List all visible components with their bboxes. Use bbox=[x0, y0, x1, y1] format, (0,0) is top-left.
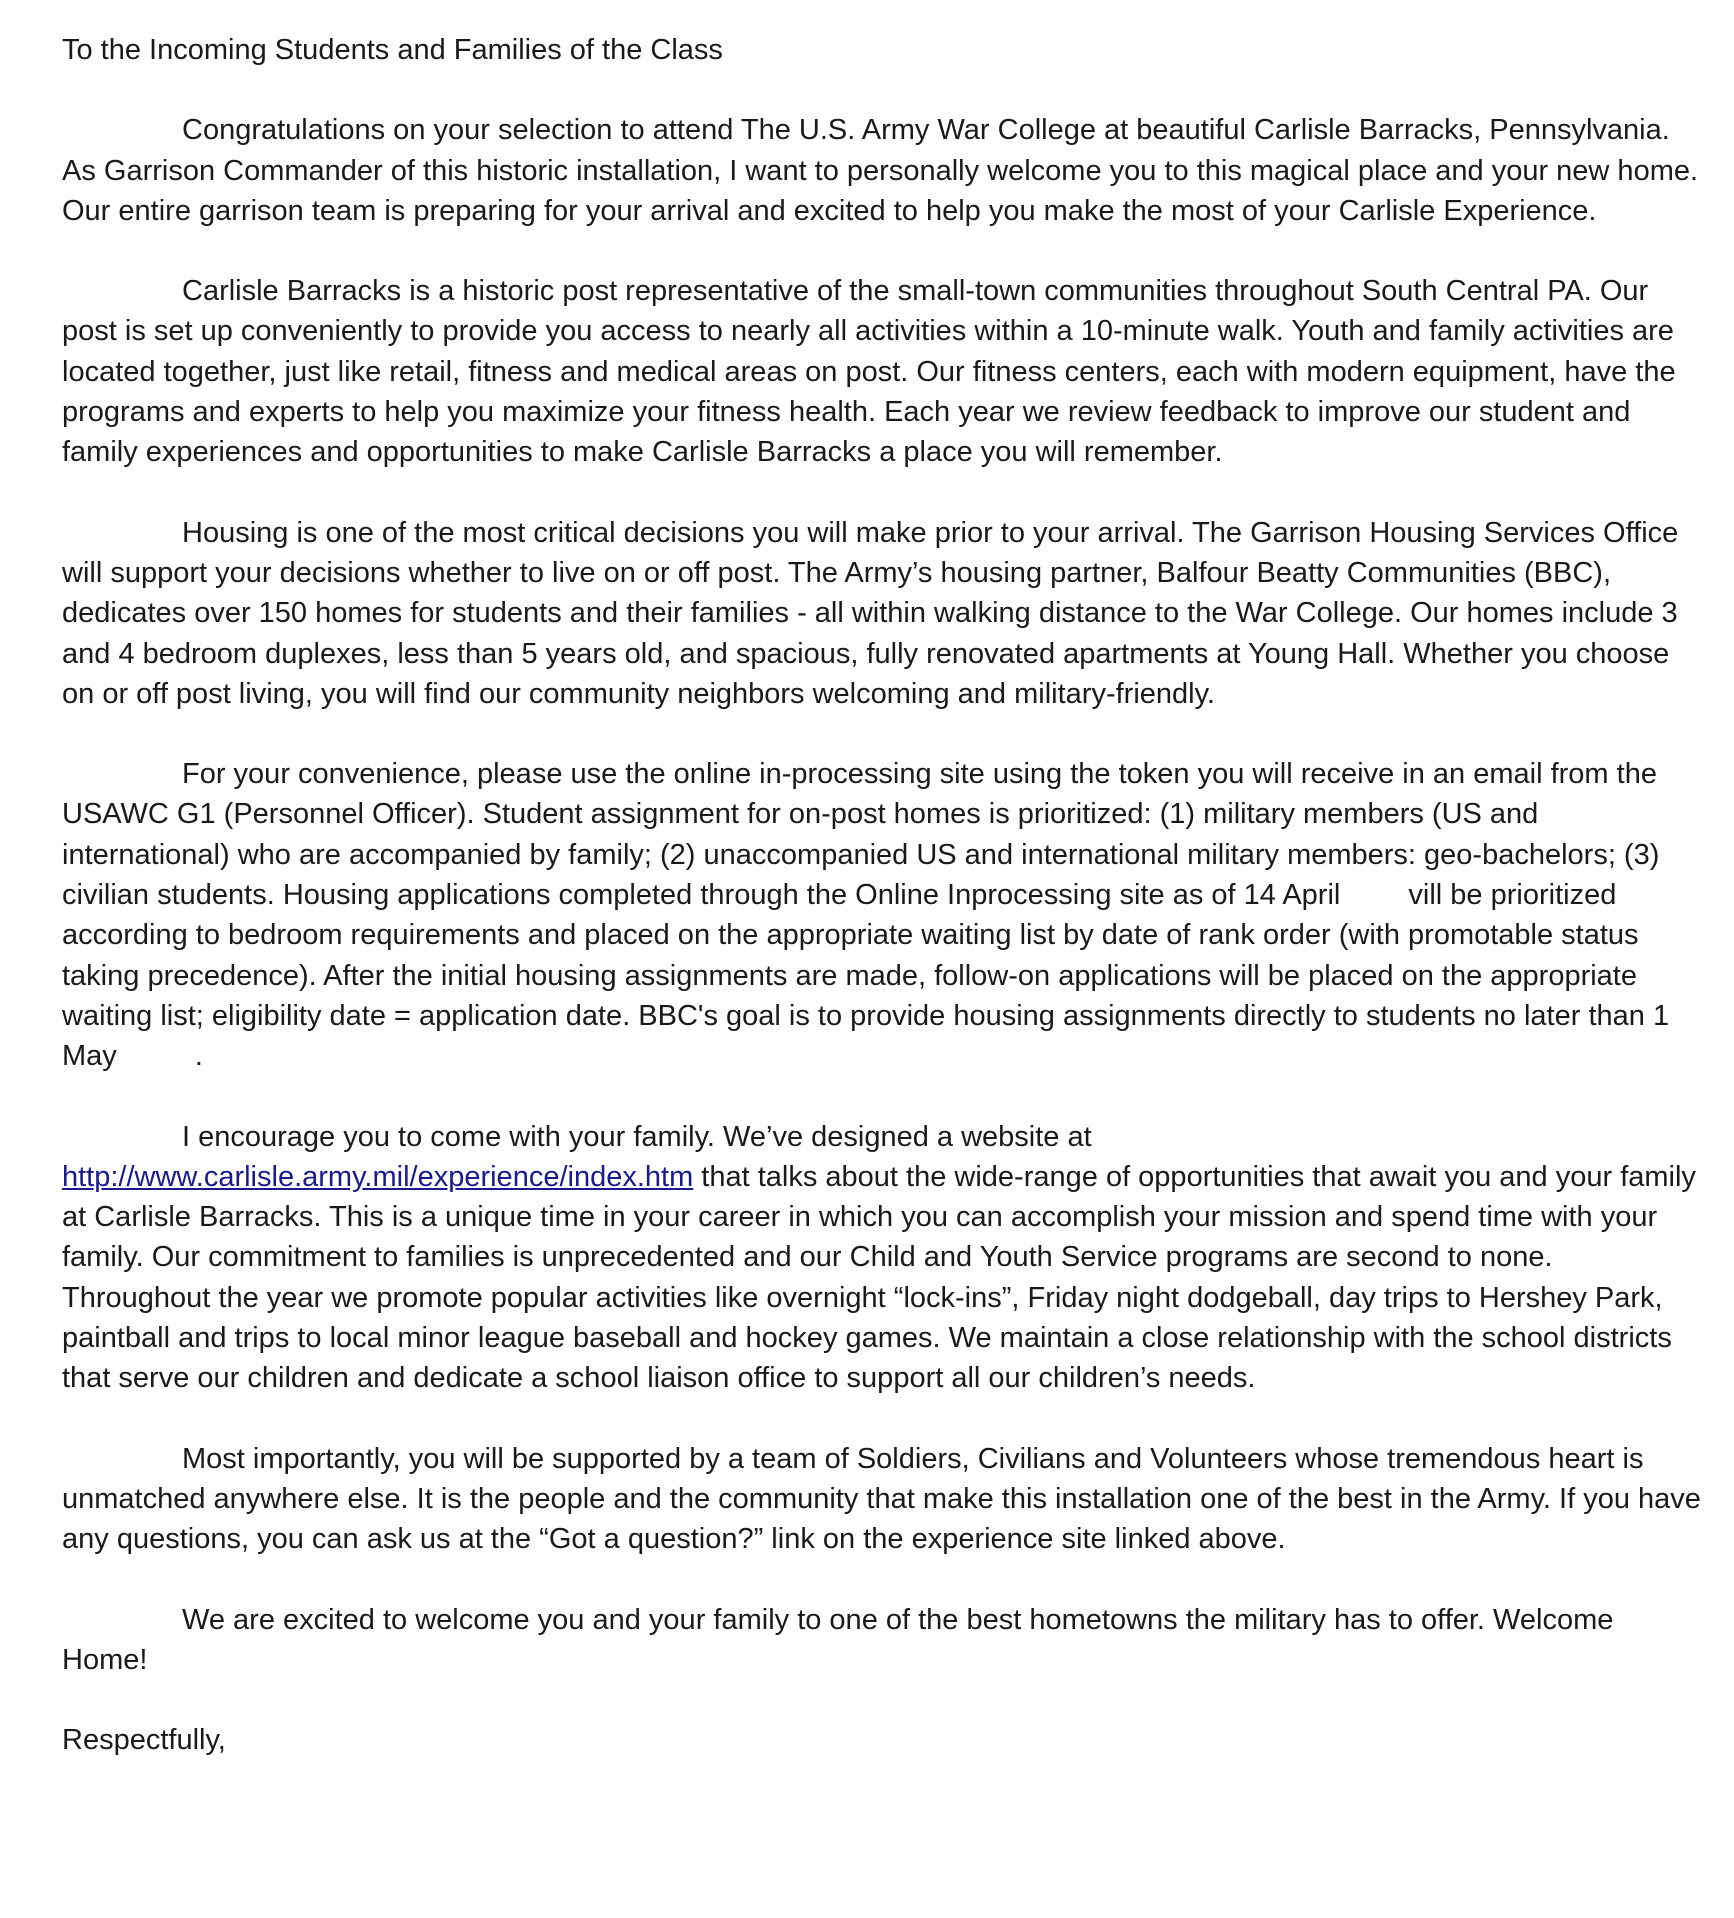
experience-website-link[interactable]: http://www.carlisle.army.mil/experience/index.htm bbox=[62, 1160, 694, 1193]
letter-page bbox=[62, 30, 1702, 1760]
paragraph-family-website bbox=[62, 1117, 1702, 1399]
inprocessing-text-part1: For your convenience, please use the online in-processing site using the token you will receive in an email from the USAWC G1 (Personnel Officer). Student assignment for on-post homes is prioritized: (1) military members (US and international) who are accompanied by family; (2) unaccompanied US and international military members: geo-bachelors; (3) civilian students. Housing applications completed through the Online Inprocessing site as of 14 April bbox=[62, 758, 1660, 912]
paragraph-support-team: Most importantly, you will be supported by a team of Soldiers, Civilians and Volunteers whose tremendous heart is unmatched anywhere else. It is the people and the community that make this installation one of the best in the Army. If you have any questions, you can ask us at the “Got a question?” link on the experience site linked above. bbox=[62, 1442, 1701, 1556]
paragraph-congratulations: Congratulations on your selection to attend The U.S. Army War College at beautiful Carlisle Barracks, Pennsylvania. As Garrison Commander of this historic installation, I want to personally welcome you to this magical place and your new home. Our entire garrison team is preparing for your arrival and excited to help you make the most of your Carlisle Experience. bbox=[62, 114, 1699, 227]
paragraph-inprocessing bbox=[62, 754, 1702, 1076]
inprocessing-text-part2: vill be prioritized according to bedroom requirements and placed on the appropriate waiting list by date of rank order (with promotable status taking precedence). After the initial housing assignments are made, follow-on applications will be placed on the appropriate waiting list; eligibility date = application date. BBC's goal is to provide housing assignments directly to students no later than 1 May bbox=[62, 879, 1670, 1073]
paragraph-carlisle-barracks: Carlisle Barracks is a historic post representative of the small-town communities throughout South Central PA. Our post is set up conveniently to provide you access to nearly all activities within a 10-minute walk. Youth and family activities are located together, just like retail, fitness and medical areas on post. Our fitness centers, each with modern equipment, have the programs and experts to help you maximize your fitness health. Each year we review feedback to improve our student and family experiences and opportunities to make Carlisle Barracks a place you will remember. bbox=[62, 275, 1676, 469]
closing: Respectfully, bbox=[62, 1724, 226, 1757]
paragraph-welcome-home: We are excited to welcome you and your family to one of the best hometowns the military has to offer. Welcome Home! bbox=[62, 1603, 1614, 1676]
family-text-part2: that talks about the wide-range of opportunities that await you and your family at Carlisle Barracks. This is a unique time in your career in which you can accomplish your mission and spend time with your family. Our commitment to families is unprecedented and our Child and Youth Service programs are second to none. Throughout the year we promote popular activities like overnight “lock-ins”, Friday night dodgeball, day trips to Hershey Park, paintball and trips to local minor league baseball and hockey games. We maintain a close relationship with the school districts that serve our children and dedicate a school liaison office to support all our children’s needs. bbox=[62, 1160, 1696, 1395]
paragraph-housing: Housing is one of the most critical decisions you will make prior to your arrival. The Garrison Housing Services Office will support your decisions whether to live on or off post. The Army’s housing partner, Balfour Beatty Communities (BBC), dedicates over 150 homes for students and their families - all within walking distance to the War College. Our homes include 3 and 4 bedroom duplexes, less than 5 years old, and spacious, fully renovated apartments at Young Hall. Whether you choose on or off post living, you will find our community neighbors welcoming and military-friendly. bbox=[62, 516, 1679, 710]
salutation: To the Incoming Students and Families of the Class bbox=[62, 34, 723, 66]
family-text-part1: I encourage you to come with your family. We’ve designed a website at bbox=[182, 1120, 1092, 1153]
inprocessing-text-part3: . bbox=[194, 1040, 203, 1073]
